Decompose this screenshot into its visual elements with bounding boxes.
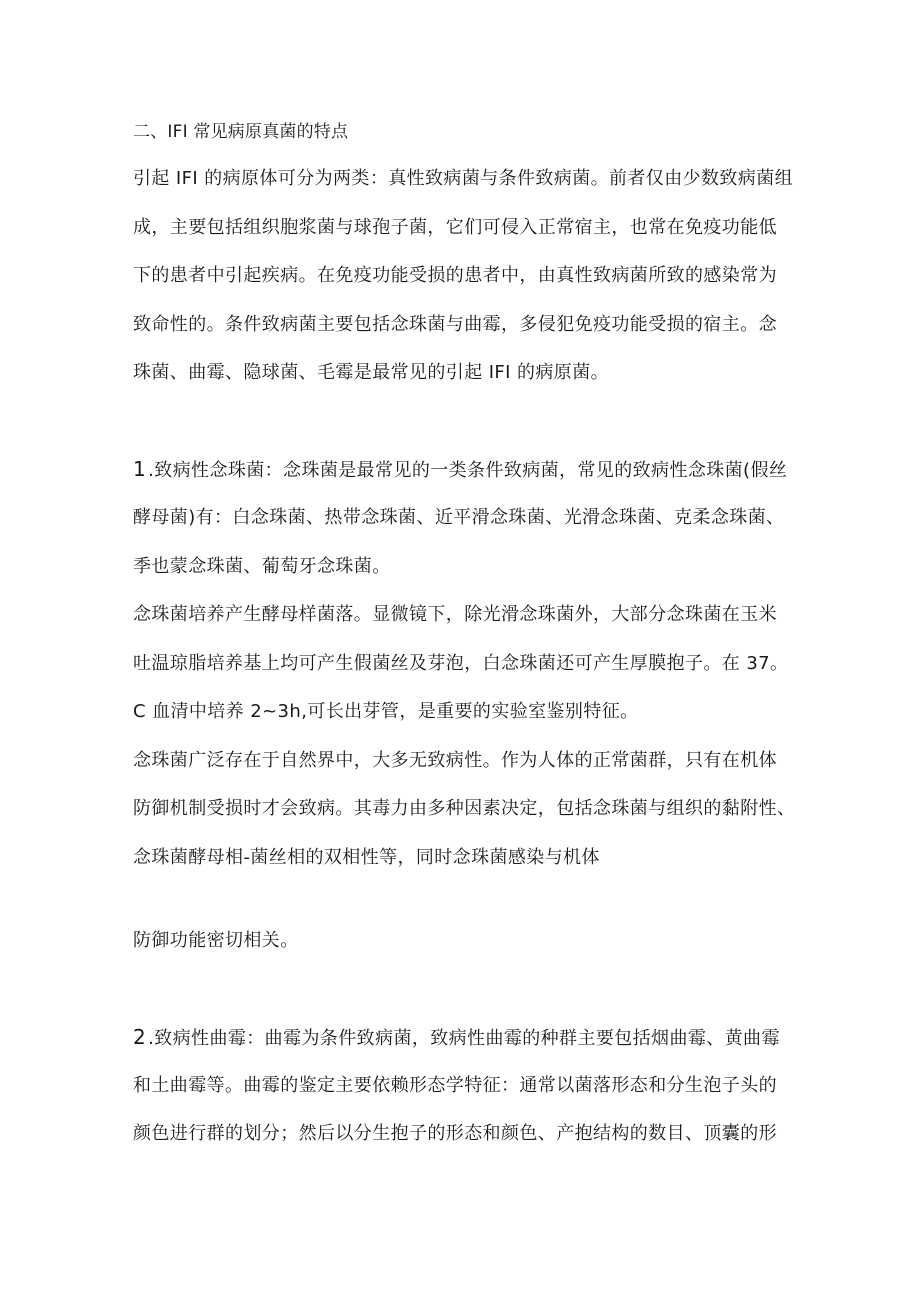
item1-text-1: .致病性念珠菌：念珠菌是最常见的一类条件致病菌，常见的致病性念珠菌(假丝 bbox=[148, 460, 788, 481]
item2-line-2: 和土曲霉等。曲霉的鉴定主要依赖形态学特征：通常以菌落形态和分生泡子头的 bbox=[133, 1075, 777, 1096]
item1-number: 1 bbox=[133, 457, 147, 481]
item1-line-2: 酵母菌)有：白念珠菌、热带念珠菌、近平滑念珠菌、光滑念珠菌、克柔念珠菌、 bbox=[133, 507, 785, 528]
culture-line-3: C 血清中培养 2~3h,可长出芽管，是重要的实验室鉴别特征。 bbox=[133, 701, 639, 722]
intro-line-5: 珠菌、曲霉、隐球菌、毛霉是最常见的引起 IFI 的病原菌。 bbox=[133, 362, 610, 383]
item2-line-1 bbox=[133, 1025, 780, 1049]
ecology-line-3: 念珠菌酵母相-菌丝相的双相性等，同时念珠菌感染与机体 bbox=[133, 847, 600, 868]
intro-line-1: 引起 IFI 的病原体可分为两类：真性致病菌与条件致病菌。前者仅由少数致病菌组 bbox=[133, 168, 794, 189]
section-heading: 二、IFI 常见病原真菌的特点 bbox=[133, 122, 349, 142]
intro-line-3: 下的患者中引起疾病。在免疫功能受损的患者中，由真性致病菌所致的感染常为 bbox=[133, 265, 777, 286]
item2-text-1: .致病性曲霉：曲霉为条件致病菌，致病性曲霉的种群主要包括烟曲霉、黄曲霉 bbox=[148, 1028, 780, 1049]
ecology-line-1: 念珠菌广泛存在于自然界中，大多无致病性。作为人体的正常菌群，只有在机体 bbox=[133, 750, 777, 771]
ecology-continuation: 防御功能密切相关。 bbox=[133, 930, 299, 951]
culture-line-2: 吐温琼脂培养基上均可产生假菌丝及芽泡，白念珠菌还可产生厚膜抱子。在 37。 bbox=[133, 653, 789, 674]
ecology-line-2: 防御机制受损时才会致病。其毒力由多种因素决定，包括念珠菌与组织的黏附性、 bbox=[133, 798, 796, 819]
item1-line-3: 季也蒙念珠菌、葡萄牙念珠菌。 bbox=[133, 556, 391, 577]
culture-line-1: 念珠菌培养产生酵母样菌落。显微镜下，除光滑念珠菌外，大部分念珠菌在玉米 bbox=[133, 604, 777, 625]
item2-number: 2 bbox=[133, 1025, 147, 1049]
intro-line-2: 成，主要包括组织胞浆菌与球孢子菌，它们可侵入正常宿主，也常在免疫功能低 bbox=[133, 217, 777, 238]
intro-line-4: 致命性的。条件致病菌主要包括念珠菌与曲霉，多侵犯免疫功能受损的宿主。念 bbox=[133, 314, 777, 335]
item1-line-1 bbox=[133, 457, 787, 481]
item2-line-3: 颜色进行群的划分；然后以分生抱子的形态和颜色、产抱结构的数目、顶囊的形 bbox=[133, 1123, 777, 1144]
